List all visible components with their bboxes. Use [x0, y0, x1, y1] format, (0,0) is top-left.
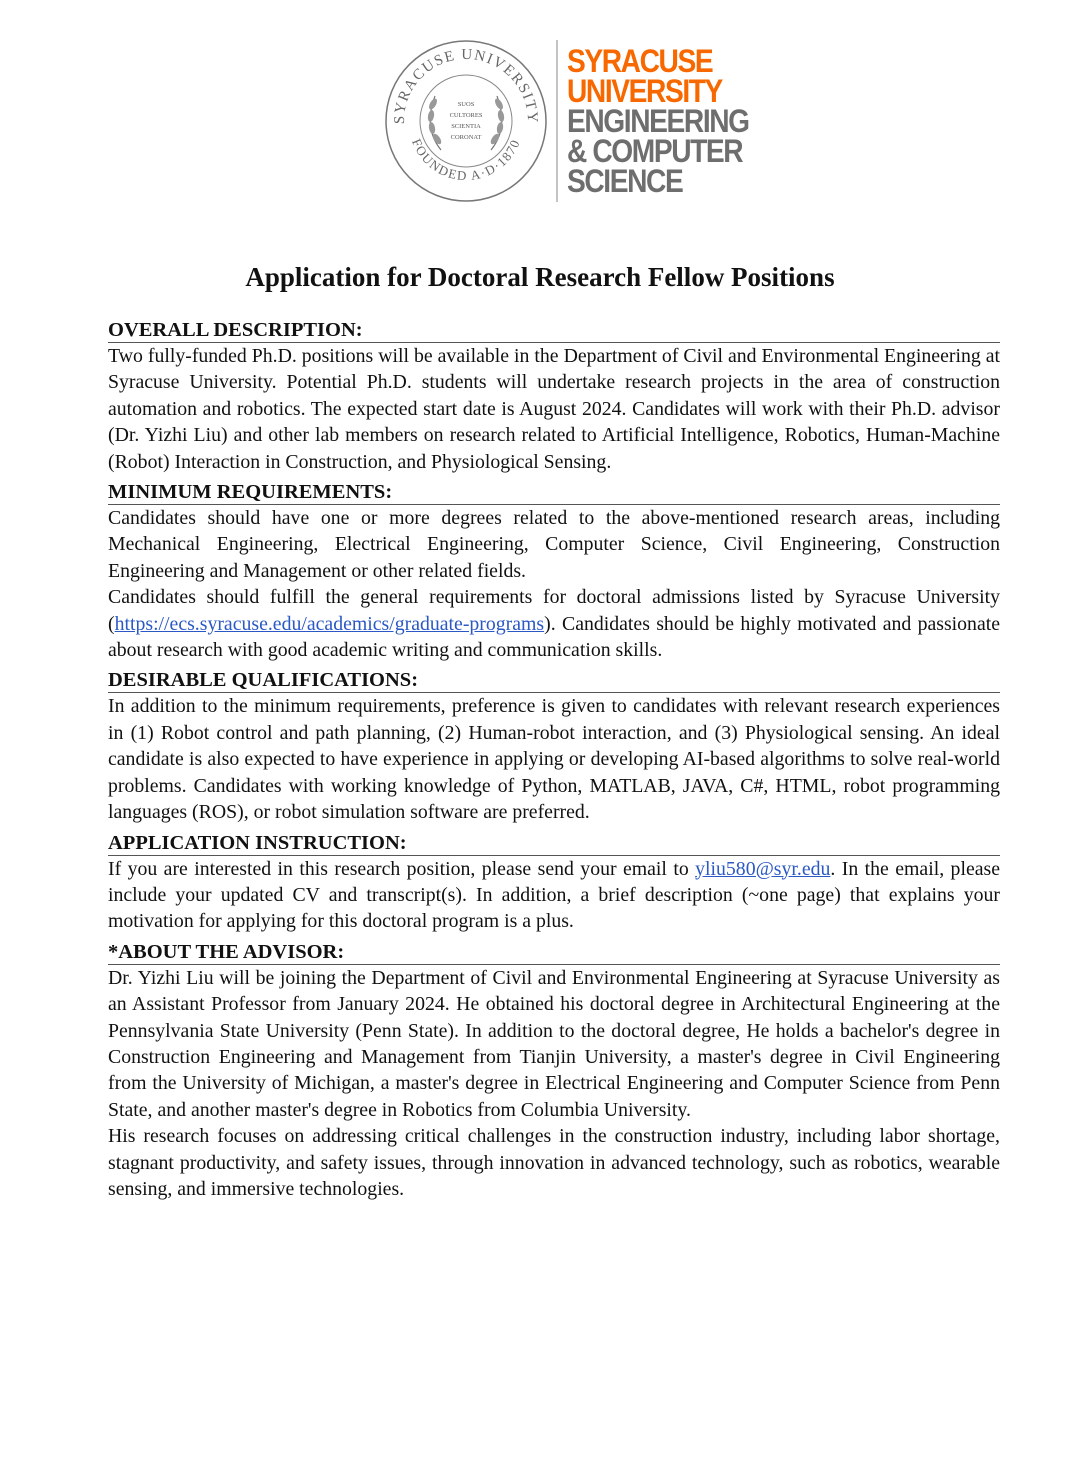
section-desirable-qualifications	[108, 668, 1000, 825]
section-heading: MINIMUM REQUIREMENTS:	[108, 480, 1000, 505]
logo-divider	[556, 40, 558, 202]
graduate-programs-link[interactable]: https://ecs.syracuse.edu/academics/graduate-programs	[114, 612, 545, 635]
text-span: ). Candidates should be highly motivated and passionate about research with good academic writing and communication skills.	[108, 612, 1000, 662]
paragraph: His research focuses on addressing critical challenges in the construction industry, including labor shortage, stagnant productivity, and safety issues, through innovation in advanced technology, such as robotics, wearable sensing, and immersive technologies.	[108, 1125, 1000, 1200]
wordmark-line: ENGINEERING	[567, 103, 749, 139]
section-heading: OVERALL DESCRIPTION:	[108, 318, 1000, 343]
text-span: If you are interested in this research position, please send your email to	[108, 857, 696, 880]
text-span: . In the email, please include your updated CV and transcript(s). In addition, a brief description (~one page) that explains your motivation for applying for this doctoral program is a plus.	[108, 857, 1000, 933]
section-heading: *ABOUT THE ADVISOR:	[108, 940, 1000, 965]
section-application-instruction	[108, 831, 1000, 935]
seal-motto-line: CORONAT	[450, 134, 482, 141]
wordmark-line: SCIENCE	[567, 163, 683, 199]
wordmark-line: SYRACUSE	[567, 43, 713, 79]
email-link[interactable]: yliu580@syr.edu	[695, 857, 831, 880]
seal-motto-line: CULTORES	[449, 112, 483, 119]
seal-ring-top-text: SYRACUSE UNIVERSITY	[391, 46, 541, 125]
section-minimum-requirements	[108, 480, 1000, 663]
seal-motto-line: SCIENTIA	[451, 123, 481, 130]
wordmark-line: UNIVERSITY	[567, 73, 722, 109]
seal-motto-line: SUOS	[457, 101, 475, 108]
seal-ring-bottom-text: FOUNDED A·D·1870	[409, 136, 523, 184]
section-about-advisor	[108, 940, 1000, 1203]
text-span: Candidates should fulfill the general requirements for doctoral admissions listed by Syracuse University (	[108, 586, 1000, 635]
paragraph: Two fully-funded Ph.D. positions will be available in the Department of Civil and Environmental Engineering at Syracuse University. Potential Ph.D. students will undertake research projects in the area of construction automation and robotics. The expected start date is August 2024. Candidates will work with their Ph.D. advisor (Dr. Yizhi Liu) and other lab members on research related to Artificial Intelligence, Robotics, Human-Machine (Robot) Interaction in Construction, and Physiological Sensing.	[108, 345, 1000, 473]
paragraph: Candidates should have one or more degrees related to the above-mentioned research areas, including Mechanical Engineering, Electrical Engineering, Computer Science, Civil Engineering, Construction Engineering and Management or other related fields.	[108, 507, 1000, 582]
wordmark-line: & COMPUTER	[567, 133, 743, 169]
paragraph: In addition to the minimum requirements, preference is given to candidates with relevant research experiences in (1) Robot control and path planning, (2) Human-robot interaction, and (3) Physiological sensing. An ideal candidate is also expected to have experience in applying or developing AI-based algorithms to solve real-world problems. Candidates with working knowledge of Python, MATLAB, JAVA, C#, HTML, robot programming languages (ROS), or robot simulation software are preferred.	[108, 695, 1000, 824]
section-overall-description	[108, 318, 1000, 475]
document-title: Application for Doctoral Research Fellow Positions	[245, 262, 835, 292]
document-body	[108, 318, 1000, 1207]
university-seal-icon	[383, 38, 549, 204]
paragraph	[108, 856, 1000, 935]
paragraph	[108, 584, 1000, 663]
section-heading: APPLICATION INSTRUCTION:	[108, 831, 1000, 856]
header-logo	[383, 38, 773, 204]
paragraph: Dr. Yizhi Liu will be joining the Department of Civil and Environmental Engineering at Syracuse University as an Assistant Professor from January 2024. He obtained his doctoral degree in Architectural Engineering at the Pennsylvania State University (Penn State). In addition to the doctoral degree, He holds a bachelor's degree in Construction Engineering and Management from Tianjin University, a master's degree in Civil Engineering from the University of Michigan, a master's degree in Electrical Engineering and Computer Science from Penn State, and another master's degree in Robotics from Columbia University.	[108, 966, 1000, 1121]
college-wordmark	[567, 43, 749, 199]
section-heading: DESIRABLE QUALIFICATIONS:	[108, 668, 1000, 693]
